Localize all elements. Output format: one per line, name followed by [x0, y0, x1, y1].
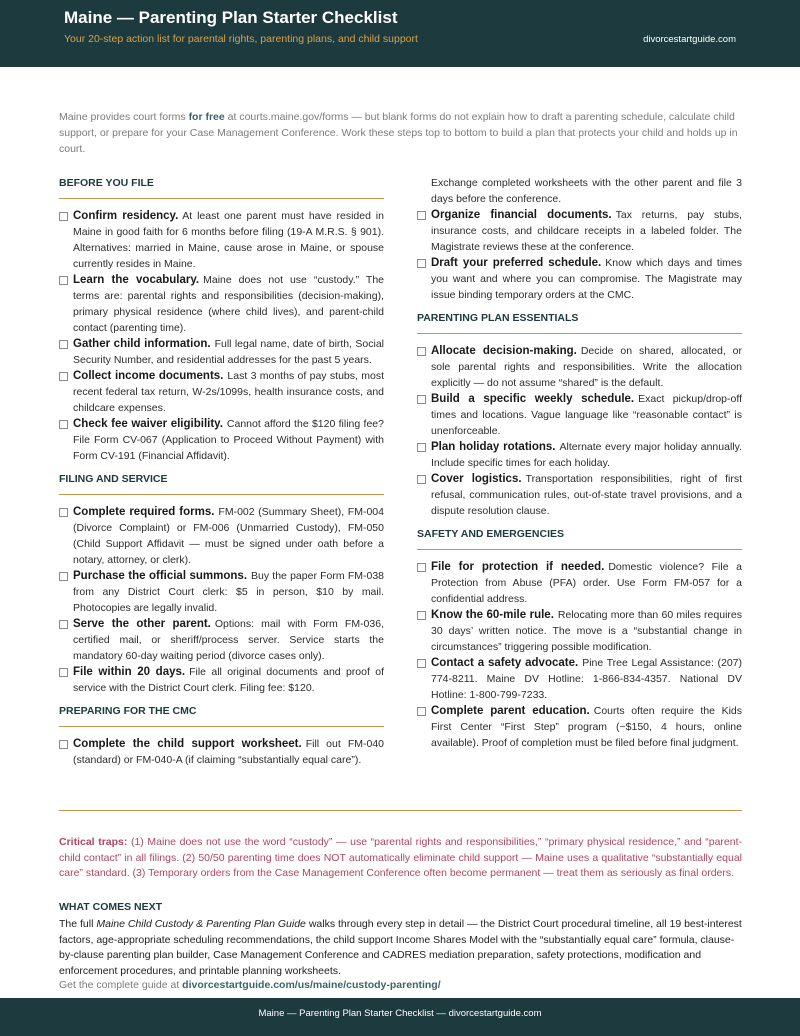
- get-lead: Get the complete guide at: [59, 979, 183, 991]
- item-text: At least one parent must have resided in Maine in good faith for 6 months before filing (19-A M.R.S. § 901). Alternatives: married in Maine, cause arose in Maine, or spouse currently resides in Maine.: [73, 210, 384, 270]
- checklist-item[interactable]: [417, 607, 742, 655]
- item-text: Maine does not use “custody.” The terms are: parental rights and responsibilities (decision-making), primary physical residence (where child lives), and parent-child contact (parenting time).: [73, 274, 384, 334]
- item-text: Transportation responsibilities, right of first refusal, communication rules, out-of-state travel provisions, and a dispute resolution clause.: [431, 473, 742, 517]
- section-rule: [59, 198, 384, 199]
- checkbox[interactable]: [417, 611, 426, 620]
- checkbox[interactable]: [59, 420, 68, 429]
- header-band: [0, 0, 800, 67]
- guide-link[interactable]: divorcestartguide.com/us/maine/custody-parenting/: [182, 979, 441, 991]
- checklist-item[interactable]: [59, 272, 384, 336]
- intro-bold: for free: [188, 111, 225, 123]
- item-heading: Collect income documents.: [73, 370, 224, 382]
- what-comes-next-title: WHAT COMES NEXT: [59, 901, 163, 913]
- section-title-safety-and-emergencies: SAFETY AND EMERGENCIES: [417, 528, 565, 540]
- checklist-item[interactable]: [59, 504, 384, 568]
- section-title-parenting-plan-essentials: PARENTING PLAN ESSENTIALS: [417, 312, 579, 324]
- critical-traps: [59, 835, 742, 882]
- checkbox[interactable]: [59, 508, 68, 517]
- item-text: File all original documents and proof of service with the District Court clerk. Filing fee: $120.: [73, 666, 384, 694]
- item-text: Full legal name, date of birth, Social Security Number, and residential addresses for the past 5 years.: [73, 338, 384, 366]
- footer-text: Maine — Parenting Plan Starter Checklist — divorcestartguide.com: [258, 1008, 542, 1019]
- guide-name: Maine Child Custody & Parenting Plan Guide: [96, 918, 306, 930]
- checkbox[interactable]: [59, 572, 68, 581]
- checkbox[interactable]: [59, 740, 68, 749]
- checkbox[interactable]: [417, 395, 426, 404]
- checkbox[interactable]: [59, 668, 68, 677]
- get-guide-line: [59, 979, 441, 991]
- item-heading: Gather child information.: [73, 338, 211, 350]
- checkbox[interactable]: [59, 372, 68, 381]
- item-heading: Draft your preferred schedule.: [431, 257, 602, 269]
- item-heading: Know the 60-mile rule.: [431, 609, 554, 621]
- checkbox[interactable]: [417, 563, 426, 572]
- checklist-item[interactable]: [417, 471, 742, 519]
- item-text: Know which days and times you want and where you can compromise. The Magistrate may issue binding temporary orders at the CMC.: [431, 257, 742, 301]
- item-text: Last 3 months of pay stubs, most recent federal tax return, W-2s/1099s, health insurance costs, and childcare expenses.: [73, 370, 385, 414]
- item-heading: Complete the child support worksheet.: [73, 738, 302, 750]
- next-lead: The full: [59, 918, 97, 930]
- checklist-item[interactable]: [59, 736, 384, 768]
- checklist-item[interactable]: [59, 336, 384, 368]
- item-heading: Build a specific weekly schedule.: [431, 393, 635, 405]
- traps-text: (1) Maine does not use the word “custody” — use “parental rights and responsibilities,” “primary physical residence,” and “parent-child contact” in all filings. (2) 50/50 parenting time does NOT automatically eliminate child support — Maine uses a qualitative “substantially equal care” standard. (3) Temporary orders from the Case Management Conference often become permanent — treat them as seriously as final orders.: [59, 836, 742, 879]
- checklist-item[interactable]: [417, 655, 742, 703]
- checklist-item[interactable]: [417, 343, 742, 391]
- next-rest: walks through every step in detail — the District Court procedural timeline, all 19 best-interest factors, age-appropriate scheduling recommendations, the child support Income Shares Model with the “substantially equal care” formula, clause-by-clause parenting plan builder, Case Management Conference and CADRES mediation preparation, safety protections, modification and enforcement procedures, and printable planning worksheets.: [59, 918, 742, 977]
- section-title-preparing-for-the-cmc: PREPARING FOR THE CMC: [59, 705, 197, 717]
- item-heading: Organize financial documents.: [431, 209, 612, 221]
- item-heading: Learn the vocabulary.: [73, 274, 200, 286]
- section-rule: [59, 726, 384, 727]
- item-text: Decide on shared, allocated, or sole parental rights and responsibilities. Write the allocation explicitly — do not assume “shared” is the default.: [431, 345, 742, 389]
- item-text: Alternate every major holiday annually. Include specific times for each holiday.: [431, 441, 742, 469]
- item-text: Buy the paper Form FM-038 from any District Court clerk: $5 in person, $10 by mail. Photocopies are legally invalid.: [73, 570, 384, 614]
- page-title: Maine — Parenting Plan Starter Checklist: [64, 8, 398, 27]
- item-text: FM-002 (Summary Sheet), FM-004 (Divorce Complaint) or FM-006 (Unmarried Custody), FM-050 (Child Support Affidavit — must be signed under oath before a notary, attorney, or clerk).: [73, 506, 384, 566]
- checklist-item[interactable]: [417, 703, 742, 751]
- checkbox[interactable]: [59, 212, 68, 221]
- item-heading: Serve the other parent.: [73, 618, 211, 630]
- item-continuation: Exchange completed worksheets with the other parent and file 3 days before the conference.: [431, 177, 742, 205]
- page-subtitle: Your 20-step action list for parental rights, parenting plans, and child support: [64, 33, 418, 45]
- checklist-item[interactable]: [59, 616, 384, 664]
- section-rule: [417, 549, 742, 550]
- item-heading: Complete required forms.: [73, 506, 215, 518]
- checklist-item[interactable]: [417, 559, 742, 607]
- checkbox[interactable]: [59, 620, 68, 629]
- item-heading: Purchase the official summons.: [73, 570, 248, 582]
- item-heading: Complete parent education.: [431, 705, 590, 717]
- what-comes-next-body: [59, 917, 742, 979]
- item-heading: Allocate decision-making.: [431, 345, 577, 357]
- intro-lead: Maine provides court forms: [59, 111, 189, 123]
- item-text: Fill out FM-040 (standard) or FM-040-A (if claiming “substantially equal care”).: [73, 738, 384, 766]
- checklist-item[interactable]: [59, 664, 384, 696]
- checkbox[interactable]: [417, 707, 426, 716]
- item-heading: Contact a safety advocate.: [431, 657, 579, 669]
- item-heading: File for protection if needed.: [431, 561, 605, 573]
- checkbox[interactable]: [417, 443, 426, 452]
- item-heading: File within 20 days.: [73, 666, 186, 678]
- intro-rest: at courts.maine.gov/forms — but blank forms do not explain how to draft a parenting schedule, calculate child support, or prepare for your Case Management Conference. Work these steps top to bottom to build a plan that protects your child and holds up in court.: [59, 111, 738, 155]
- checkbox[interactable]: [417, 347, 426, 356]
- checklist-item[interactable]: [417, 391, 742, 439]
- item-heading: Plan holiday rotations.: [431, 441, 556, 453]
- right-column: [417, 175, 742, 751]
- item-text: Options: mail with Form FM-036, certified mail, or sheriff/process server. Service starts the mandatory 60-day waiting period (divorce cases only).: [73, 618, 384, 662]
- item-text: Tax returns, pay stubs, insurance costs, and childcare receipts in a labeled folder. The Magistrate reviews these at the conference.: [431, 209, 742, 253]
- item-text: Relocating more than 60 miles requires 30 days’ written notice. The move is a “substantial change in circumstances” triggering possible modification.: [431, 609, 742, 653]
- checkbox[interactable]: [417, 475, 426, 484]
- item-text: Exact pickup/drop-off times and locations. Vague language like “reasonable contact” is unenforceable.: [431, 393, 742, 437]
- section-rule: [59, 494, 384, 495]
- checkbox[interactable]: [59, 276, 68, 285]
- site-name: divorcestartguide.com: [643, 34, 736, 45]
- section-title-before-you-file: BEFORE YOU FILE: [59, 177, 154, 189]
- checklist-item[interactable]: [417, 255, 742, 303]
- section-rule: [417, 333, 742, 334]
- checklist-item[interactable]: [59, 416, 384, 464]
- intro-paragraph: [59, 109, 742, 157]
- item-heading: Cover logistics.: [431, 473, 522, 485]
- traps-label: Critical traps:: [59, 836, 128, 848]
- checkbox[interactable]: [417, 659, 426, 668]
- checkbox[interactable]: [59, 340, 68, 349]
- footer-band: [0, 998, 800, 1036]
- item-text: Courts often require the Kids First Center “First Step” program (~$150, 4 hours, online available). Proof of completion must be filed before final judgment.: [431, 705, 743, 749]
- item-text: Domestic violence? File a Protection from Abuse (PFA) order. Use Form FM-057 for a confidential address.: [431, 561, 742, 605]
- checklist-item[interactable]: [59, 568, 384, 616]
- section-title-filing-and-service: FILING AND SERVICE: [59, 473, 168, 485]
- checklist-item[interactable]: [417, 207, 742, 255]
- item-text: Pine Tree Legal Assistance: (207) 774-8211. Maine DV Hotline: 1-866-834-4357. National DV Hotline: 1-800-799-7233.: [431, 657, 742, 701]
- divider: [59, 810, 742, 811]
- checkbox[interactable]: [417, 259, 426, 268]
- item-heading: Check fee waiver eligibility.: [73, 418, 223, 430]
- item-text: Cannot afford the $120 filing fee? File Form CV-067 (Application to Proceed Without Payment) with Form CV-191 (Financial Affidavit).: [73, 418, 384, 462]
- checklist-item[interactable]: [417, 439, 742, 471]
- item-heading: Confirm residency.: [73, 210, 179, 222]
- checkbox[interactable]: [417, 211, 426, 220]
- checklist-item[interactable]: [59, 208, 384, 272]
- checklist-item[interactable]: [59, 368, 384, 416]
- left-column: [59, 175, 384, 768]
